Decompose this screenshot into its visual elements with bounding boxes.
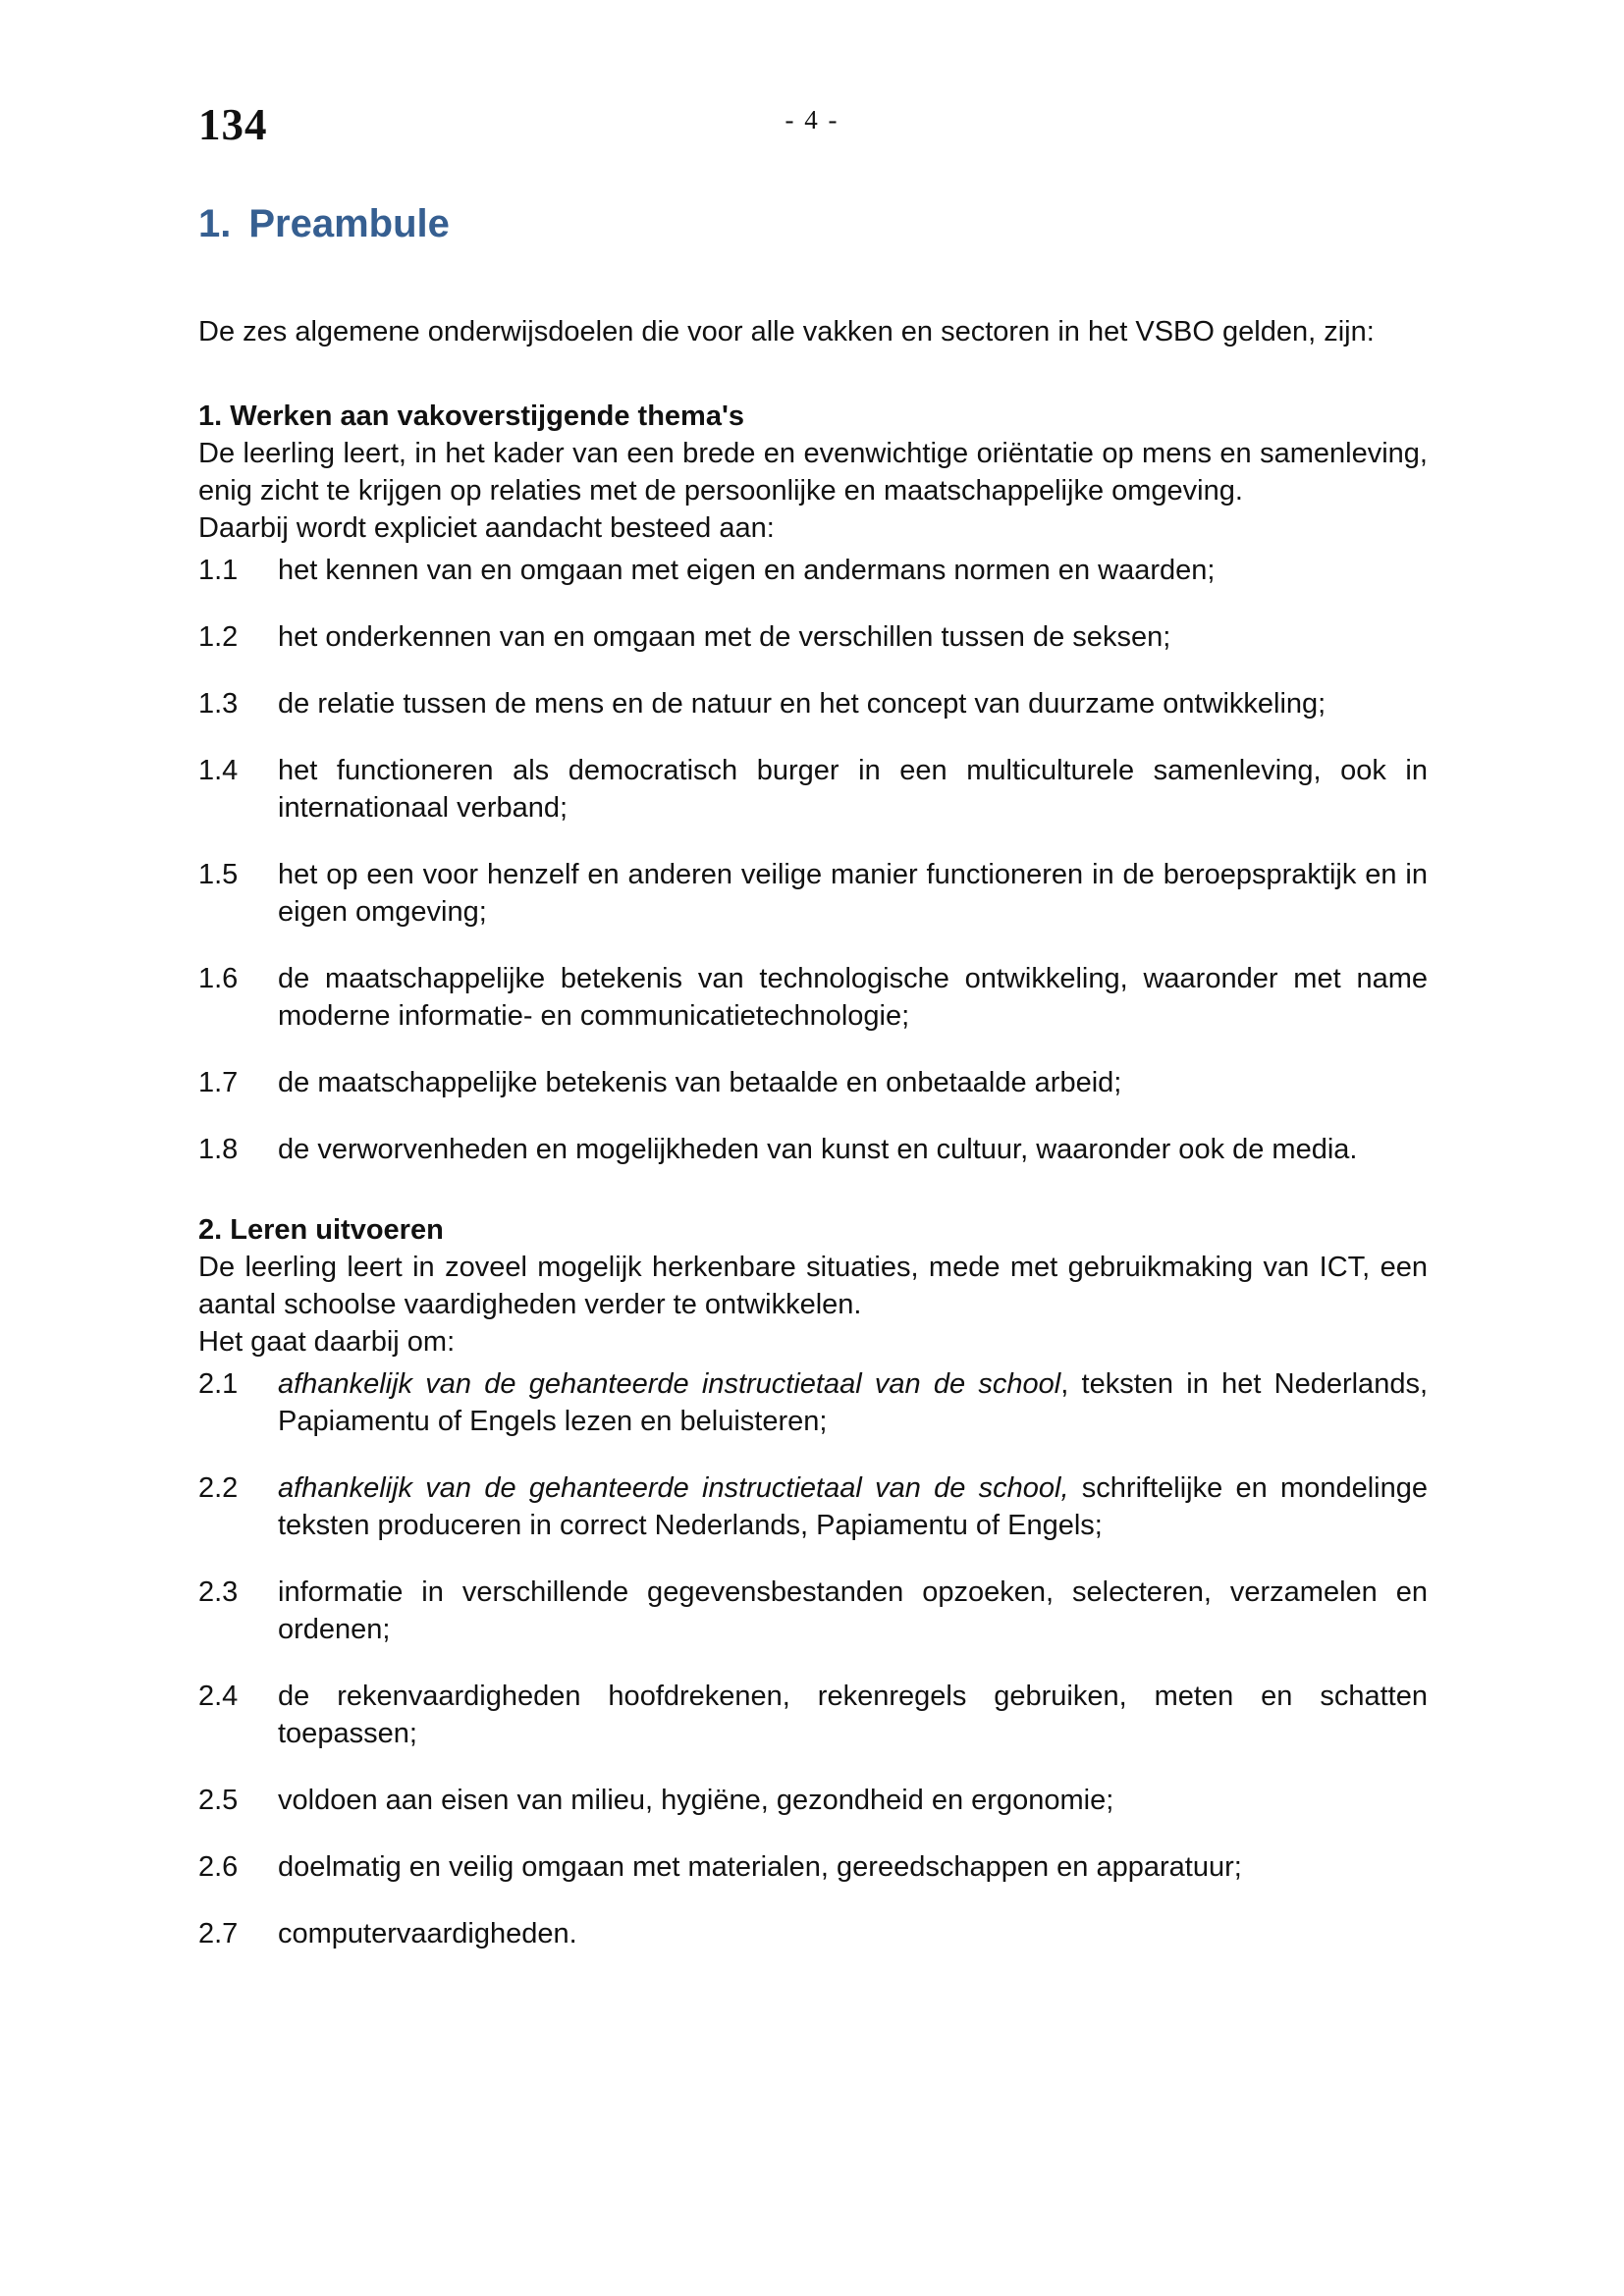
item-text: de maatschappelijke betekenis van betaalde en onbetaalde arbeid; [278,1067,1122,1098]
item-italic-lead: afhankelijk van de gehanteerde instructietaal van de school, [278,1472,1069,1504]
section-body: De leerling leert in zoveel mogelijk herkenbare situaties, mede met gebruikmaking van ICT, een aantal schoolse vaardigheden verder te ontwikkelen. [198,1252,1428,1320]
page-number: - 4 - [785,105,839,134]
section-heading: 1. Werken aan vakoverstijgende thema's [198,400,744,432]
item-text: de rekenvaardigheden hoofdrekenen, rekenregels gebruiken, meten en schatten toepassen; [278,1681,1428,1749]
list-item [198,1782,1428,1819]
item-text: computervaardigheden. [278,1918,577,1949]
section-heading: 2. Leren uitvoeren [198,1214,444,1246]
list-item [198,1365,1428,1440]
list-item [198,1131,1428,1168]
section-werken-aan-vakoverstijgende-themas [198,398,1428,1168]
item-text-rest: schriftelijke en mondelinge teksten produceren in correct Nederlands, Papiamentu of Engels; [278,1472,1428,1541]
section-body: De leerling leert, in het kader van een brede en evenwichtige oriëntatie op mens en samenleving, enig zicht te krijgen op relaties met de persoonlijke en maatschappelijke omgeving. [198,438,1428,507]
item-number: 2.3 [198,1576,239,1608]
item-number: 2.1 [198,1368,239,1400]
intro-paragraph: De zes algemene onderwijsdoelen die voor alle vakken en sectoren in het VSBO gelden, zijn: [198,316,1375,347]
page-title-text: Preambule [248,202,450,245]
list-item [198,1574,1428,1648]
item-number: 2.2 [198,1472,239,1504]
section-lead-in: Daarbij wordt expliciet aandacht besteed aan: [198,512,775,544]
page-title [198,201,1428,246]
item-number: 1.8 [198,1134,239,1165]
section-lead-in: Het gaat daarbij om: [198,1326,456,1358]
item-text: het kennen van en omgaan met eigen en andermans normen en waarden; [278,555,1216,586]
list-item [198,552,1428,589]
item-text: informatie in verschillende gegevensbestanden opzoeken, selecteren, verzamelen en ordenen; [278,1576,1428,1645]
list-item [198,1848,1428,1886]
section-leren-uitvoeren [198,1211,1428,1952]
item-text: de maatschappelijke betekenis van technologische ontwikkeling, waaronder met name moderne informatie- en communicatietechnologie; [278,963,1428,1032]
item-text: doelmatig en veilig omgaan met materialen, gereedschappen en apparatuur; [278,1851,1242,1883]
list-item [198,685,1428,722]
doc-number: 134 [198,100,268,149]
item-text [278,1365,1428,1440]
list-item [198,1915,1428,1952]
list-item [198,1064,1428,1101]
list-item [198,752,1428,827]
item-number: 2.5 [198,1785,239,1816]
item-text: het op een voor henzelf en anderen veilige manier functioneren in de beroepspraktijk en in eigen omgeving; [278,859,1428,928]
item-number: 2.4 [198,1681,239,1712]
item-number: 1.4 [198,755,239,786]
item-text: het functioneren als democratisch burger in een multiculturele samenleving, ook in internationaal verband; [278,755,1428,824]
list-item [198,618,1428,656]
item-text: het onderkennen van en omgaan met de verschillen tussen de seksen; [278,621,1171,653]
item-number: 1.3 [198,688,239,720]
list-item [198,1678,1428,1752]
goal-list-1 [198,552,1428,1168]
item-number: 1.6 [198,963,239,994]
item-number: 2.7 [198,1918,239,1949]
item-italic-lead: afhankelijk van de gehanteerde instructietaal van de school [278,1368,1061,1400]
page-header [198,100,1428,154]
list-item [198,960,1428,1035]
item-text: de relatie tussen de mens en de natuur en het concept van duurzame ontwikkeling; [278,688,1326,720]
item-number: 1.5 [198,859,239,890]
item-number: 1.7 [198,1067,239,1098]
item-text: voldoen aan eisen van milieu, hygiëne, gezondheid en ergonomie; [278,1785,1114,1816]
page-title-number: 1. [198,202,232,245]
item-number: 1.1 [198,555,239,586]
item-number: 2.6 [198,1851,239,1883]
list-item [198,856,1428,931]
item-text: de verworvenheden en mogelijkheden van kunst en cultuur, waaronder ook de media. [278,1134,1358,1165]
item-text-rest: , teksten in het Nederlands, Papiamentu of Engels lezen en beluisteren; [278,1368,1429,1437]
goal-list-2 [198,1365,1428,1952]
item-number: 1.2 [198,621,239,653]
list-item [198,1469,1428,1544]
item-text [278,1469,1428,1544]
